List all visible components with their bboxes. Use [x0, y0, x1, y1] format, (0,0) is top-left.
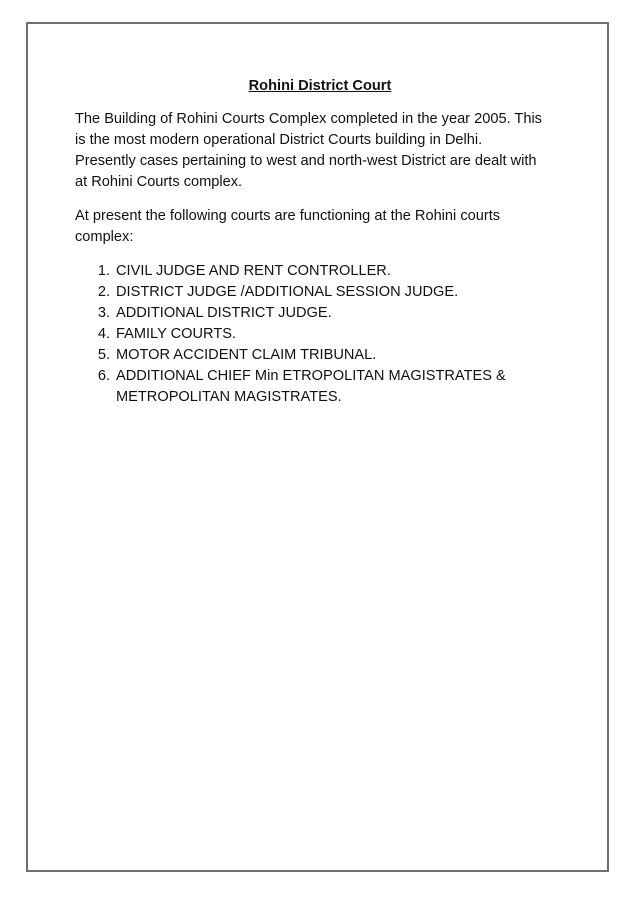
document-title: Rohini District Court — [248, 78, 392, 94]
list-item-number: 4. — [97, 326, 110, 342]
list-item — [75, 345, 565, 366]
list-item — [75, 324, 565, 345]
list-item-number: 1. — [97, 263, 110, 279]
list-item — [75, 282, 565, 303]
list-item-number: 2. — [97, 284, 110, 300]
list-item-text: MOTOR ACCIDENT CLAIM TRIBUNAL. — [116, 347, 377, 363]
list-item-number: 6. — [97, 368, 110, 384]
list-item-text: ADDITIONAL DISTRICT JUDGE. — [116, 305, 332, 321]
list-item-number: 3. — [97, 305, 110, 321]
list-item-text: FAMILY COURTS. — [116, 326, 237, 342]
list-item — [75, 261, 565, 282]
courts-intro-paragraph: At present the following courts are functioning at the Rohini courts complex: — [75, 208, 501, 245]
list-item-number: 5. — [97, 347, 110, 363]
intro-paragraph: The Building of Rohini Courts Complex completed in the year 2005. This is the most modern operational District Courts building in Delhi. Presently cases pertaining to west and north-west District are dealt with at Rohini Courts complex. — [75, 111, 542, 190]
list-item-text: CIVIL JUDGE AND RENT CONTROLLER. — [116, 263, 391, 279]
list-item-text: DISTRICT JUDGE /ADDITIONAL SESSION JUDGE. — [116, 284, 459, 300]
document-body — [75, 76, 565, 408]
list-item — [75, 303, 565, 324]
list-item-text: ADDITIONAL CHIEF Min ETROPOLITAN MAGISTRATES & METROPOLITAN MAGISTRATES. — [116, 368, 506, 405]
courts-list — [75, 261, 565, 408]
list-item — [75, 366, 565, 408]
